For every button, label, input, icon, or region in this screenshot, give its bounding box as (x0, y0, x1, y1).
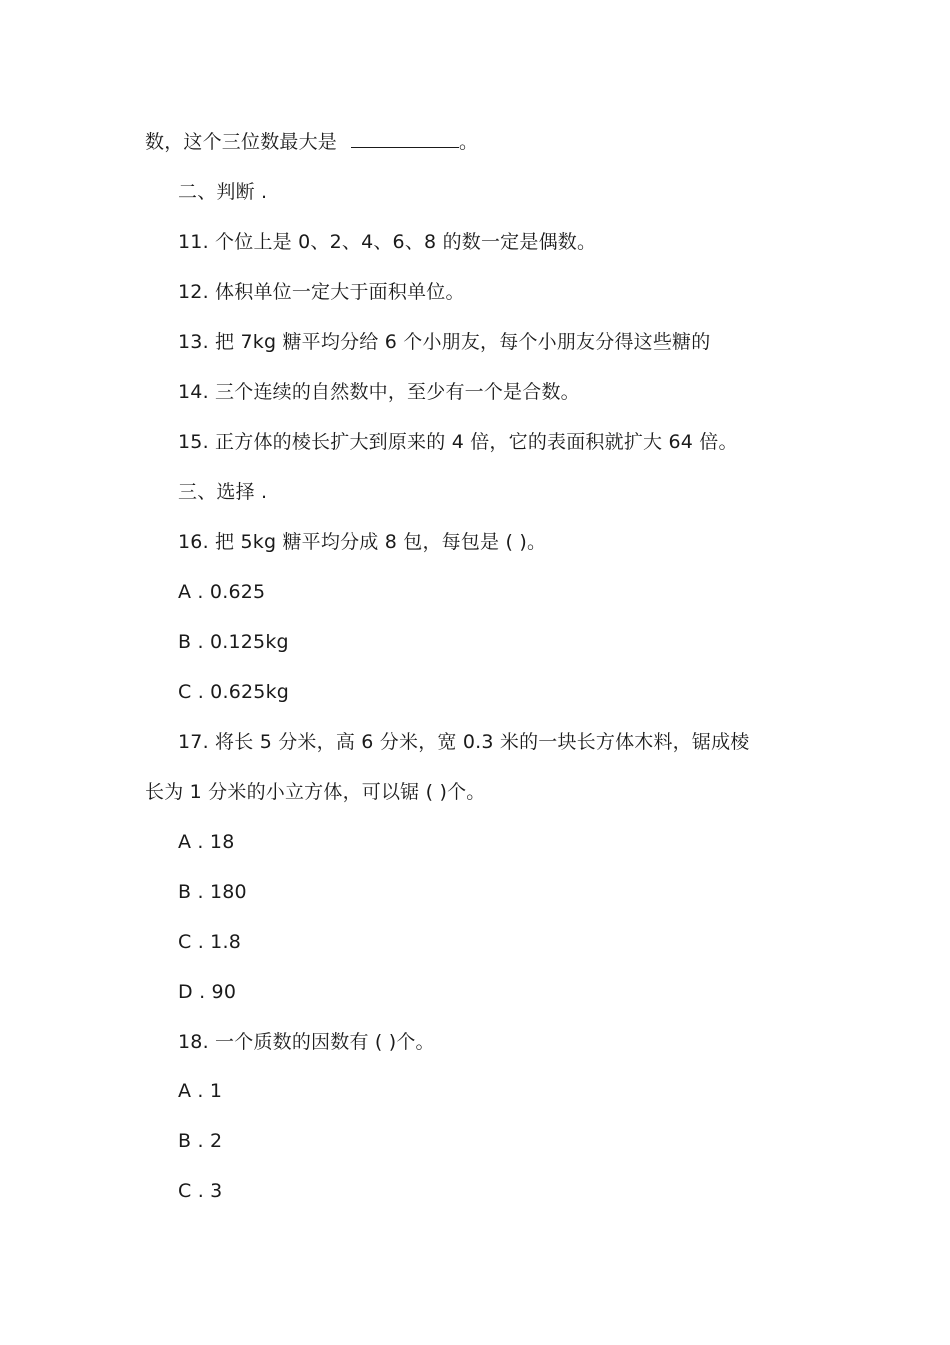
section-heading-judgment: 二、判断 . (178, 181, 268, 203)
section-heading-choice: 三、选择 . (178, 481, 268, 503)
question-17-continuation: 长为 1 分米的小立方体，可以锯 ( )个。 (145, 781, 486, 803)
question-18: 18. 一个质数的因数有 ( )个。 (178, 1031, 435, 1053)
question-12: 12. 体积单位一定大于面积单位。 (178, 281, 465, 303)
question-11: 11. 个位上是 0、2、4、6、8 的数一定是偶数。 (178, 231, 597, 253)
answer-blank (351, 129, 459, 148)
question-16-option-a: A . 0.625 (178, 581, 266, 603)
question-16-option-b: B . 0.125kg (178, 631, 289, 653)
question-16: 16. 把 5kg 糖平均分成 8 包，每包是 ( )。 (178, 531, 547, 553)
question-18-option-b: B . 2 (178, 1130, 223, 1152)
question-13: 13. 把 7kg 糖平均分给 6 个小朋友，每个小朋友分得这些糖的 (178, 331, 711, 353)
question-17-option-b: B . 180 (178, 881, 247, 903)
question-17: 17. 将长 5 分米，高 6 分米，宽 0.3 米的一块长方体木料，锯成棱 (178, 731, 750, 753)
question-18-option-c: C . 3 (178, 1180, 223, 1202)
question-17-option-c: C . 1.8 (178, 931, 242, 953)
question-18-option-a: A . 1 (178, 1080, 223, 1102)
question-17-option-d: D . 90 (178, 981, 237, 1003)
question-15: 15. 正方体的棱长扩大到原来的 4 倍，它的表面积就扩大 64 倍。 (178, 431, 738, 453)
question-16-option-c: C . 0.625kg (178, 681, 290, 703)
question-10-end: 。 (459, 131, 479, 153)
question-10-continuation (145, 129, 478, 155)
question-14: 14. 三个连续的自然数中，至少有一个是合数。 (178, 381, 580, 403)
question-17-option-a: A . 18 (178, 831, 235, 853)
question-10-text: 数，这个三位数最大是 (145, 131, 338, 153)
